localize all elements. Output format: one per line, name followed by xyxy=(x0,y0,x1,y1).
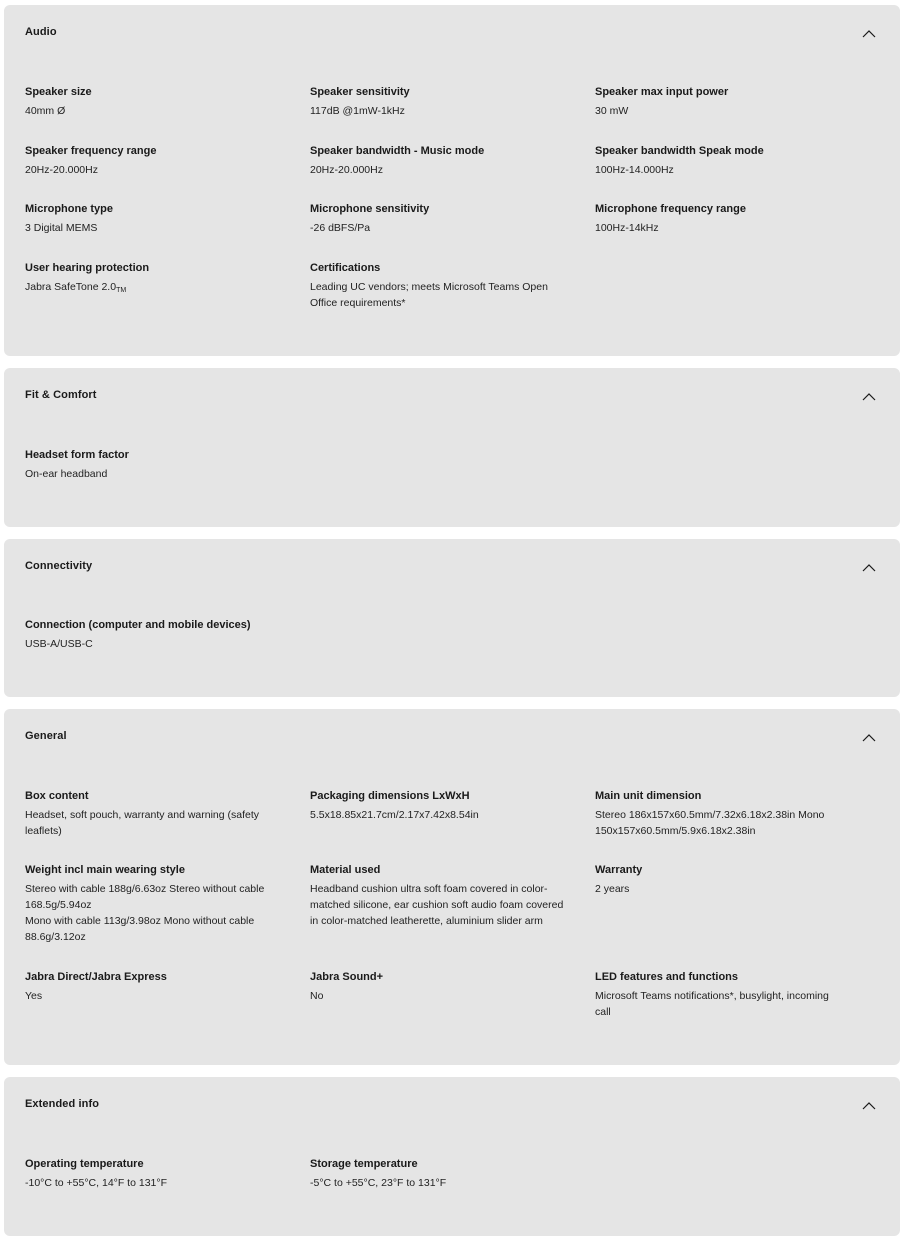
spec-item xyxy=(25,862,295,945)
spec-value-text: Jabra SafeTone 2.0 xyxy=(25,281,117,293)
spec-item xyxy=(310,788,580,823)
spec-value: -5°C to +55°C, 23°F to 131°F xyxy=(310,1177,447,1189)
spec-label: Speaker bandwidth - Music mode xyxy=(310,145,485,157)
spec-label: Microphone sensitivity xyxy=(310,203,430,215)
spec-value: Stereo 186x157x60.5mm/7.32x6.18x2.38in Mono 150x157x60.5mm/5.9x6.18x2.38in xyxy=(595,809,825,837)
spec-item xyxy=(25,84,295,119)
spec-value: Yes xyxy=(25,990,43,1002)
chevron-up-icon[interactable] xyxy=(862,563,876,573)
section-title: General xyxy=(25,730,67,742)
spec-label: User hearing protection xyxy=(25,262,150,274)
spec-value: Headset, soft pouch, warranty and warning (safety leaflets) xyxy=(25,809,260,837)
spec-value: USB-A/USB-C xyxy=(25,638,93,650)
section-extended-info-header[interactable] xyxy=(4,1077,900,1133)
spec-value: 3 Digital MEMS xyxy=(25,222,98,234)
spec-item xyxy=(595,143,865,178)
section-audio xyxy=(4,5,900,356)
spec-label: Storage temperature xyxy=(310,1158,418,1170)
section-title: Audio xyxy=(25,26,57,38)
spec-value: Headband cushion ultra soft foam covered in color- matched silicone, ear cushion soft audio foam covered in color-matched leatherette, aluminium slider arm xyxy=(310,883,564,927)
spec-item xyxy=(25,447,295,482)
section-connectivity-header[interactable] xyxy=(4,539,900,595)
spec-value: On-ear headband xyxy=(25,468,108,480)
section-title: Extended info xyxy=(25,1098,100,1110)
spec-value: -26 dBFS/Pa xyxy=(310,222,371,234)
section-extended-info xyxy=(4,1077,900,1236)
spec-item xyxy=(310,862,580,929)
spec-item xyxy=(595,969,865,1020)
spec-label: Jabra Direct/Jabra Express xyxy=(25,971,167,983)
spec-item xyxy=(25,1156,295,1191)
spec-label: Operating temperature xyxy=(25,1158,144,1170)
spec-label: Warranty xyxy=(595,864,643,876)
spec-label: Box content xyxy=(25,790,89,802)
spec-label: Speaker max input power xyxy=(595,86,729,98)
spec-label: Headset form factor xyxy=(25,449,129,461)
spec-value: No xyxy=(310,990,324,1002)
spec-item xyxy=(310,84,580,119)
spec-item xyxy=(310,260,580,311)
spec-value: 100Hz-14kHz xyxy=(595,222,659,234)
spec-label: Speaker frequency range xyxy=(25,145,157,157)
spec-item xyxy=(25,969,295,1004)
chevron-up-icon[interactable] xyxy=(862,733,876,743)
spec-label: Microphone type xyxy=(25,203,114,215)
spec-value xyxy=(25,279,295,299)
section-title: Connectivity xyxy=(25,560,93,572)
spec-label: Weight incl main wearing style xyxy=(25,864,185,876)
spec-item xyxy=(595,84,865,119)
section-fit-comfort xyxy=(4,368,900,527)
spec-item xyxy=(595,862,865,897)
chevron-up-icon[interactable] xyxy=(862,392,876,402)
trademark-suffix: TM xyxy=(116,287,127,294)
spec-label: Speaker sensitivity xyxy=(310,86,410,98)
spec-value: 2 years xyxy=(595,883,630,895)
spec-label: Material used xyxy=(310,864,381,876)
section-general-header[interactable] xyxy=(4,709,900,765)
spec-label: LED features and functions xyxy=(595,971,739,983)
spec-value: Microsoft Teams notifications*, busylight, incoming call xyxy=(595,990,829,1018)
spec-item xyxy=(310,143,580,178)
section-fit-comfort-header[interactable] xyxy=(4,368,900,424)
spec-item xyxy=(25,260,295,299)
spec-label: Connection (computer and mobile devices) xyxy=(25,619,251,631)
spec-item xyxy=(25,201,295,236)
section-general xyxy=(4,709,900,1065)
spec-value: 30 mW xyxy=(595,105,629,117)
spec-label: Certifications xyxy=(310,262,381,274)
spec-item xyxy=(25,617,295,652)
spec-value: 40mm Ø xyxy=(25,105,66,117)
spec-item xyxy=(310,201,580,236)
spec-label: Speaker bandwidth Speak mode xyxy=(595,145,764,157)
spec-label: Microphone frequency range xyxy=(595,203,746,215)
chevron-up-icon[interactable] xyxy=(862,1101,876,1111)
spec-label: Main unit dimension xyxy=(595,790,702,802)
spec-value: -10°C to +55°C, 14°F to 131°F xyxy=(25,1177,167,1189)
spec-value: Leading UC vendors; meets Microsoft Teams Open Office requirements* xyxy=(310,281,548,309)
spec-value: 20Hz-20.000Hz xyxy=(25,164,98,176)
spec-label: Speaker size xyxy=(25,86,92,98)
spec-label: Packaging dimensions LxWxH xyxy=(310,790,470,802)
spec-item xyxy=(595,788,865,839)
spec-label: Jabra Sound+ xyxy=(310,971,384,983)
spec-value: 20Hz-20.000Hz xyxy=(310,164,383,176)
chevron-up-icon[interactable] xyxy=(862,29,876,39)
spec-item xyxy=(310,969,580,1004)
spec-item xyxy=(25,143,295,178)
spec-value: 5.5x18.85x21.7cm/2.17x7.42x8.54in xyxy=(310,809,479,821)
spec-value: 100Hz-14.000Hz xyxy=(595,164,674,176)
spec-value: Stereo with cable 188g/6.63oz Stereo without cable 168.5g/5.94oz Mono with cable 113g/3.98oz Mono without cable 88.6g/3.12oz xyxy=(25,883,265,943)
spec-item xyxy=(25,788,295,839)
section-title: Fit & Comfort xyxy=(25,389,97,401)
section-audio-header[interactable] xyxy=(4,5,900,61)
section-connectivity xyxy=(4,539,900,697)
spec-item xyxy=(310,1156,580,1191)
spec-item xyxy=(595,201,865,236)
spec-value: 117dB @1mW-1kHz xyxy=(310,105,405,117)
